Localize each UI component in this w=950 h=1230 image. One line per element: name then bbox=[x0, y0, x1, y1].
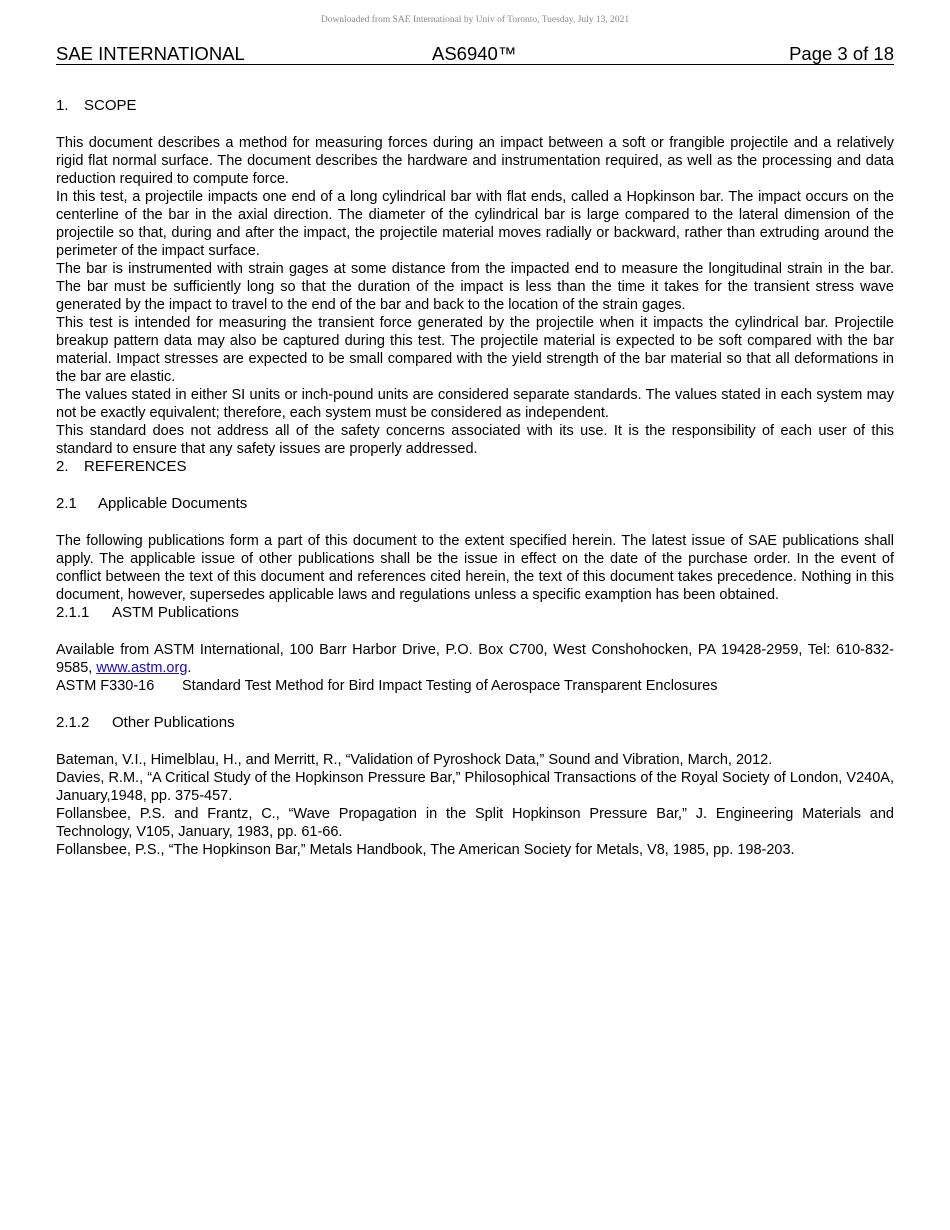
scope-paragraph: This document describes a method for measuring forces during an impact between a soft or frangible projectile and a relatively rigid flat normal surface. The document describes the hardware and instrumentation required, as well as the processing and data reduction required to compute force. bbox=[56, 135, 894, 187]
running-header bbox=[56, 43, 894, 65]
subsection-heading-applicable-documents bbox=[56, 495, 894, 513]
reference-item: Davies, R.M., “A Critical Study of the Hopkinson Pressure Bar,” Philosophical Transactions of the Royal Society of London, V240A, January,1948, pp. 375-457. bbox=[56, 770, 894, 804]
astm-website-link[interactable]: www.astm.org bbox=[96, 660, 188, 676]
subsection-number: 2.1.2 bbox=[56, 714, 90, 731]
astm-availability-text: Available from ASTM International, 100 Barr Harbor Drive, P.O. Box C700, West Conshohocken, PA 19428-2959, Tel: 610-832-9585, bbox=[56, 642, 894, 676]
subsection-title: ASTM Publications bbox=[112, 604, 239, 621]
subsection-number: 2.1.1 bbox=[56, 604, 90, 621]
section-title: REFERENCES bbox=[84, 458, 187, 475]
astm-availability-paragraph bbox=[56, 641, 894, 677]
header-document-id: AS6940™ bbox=[432, 43, 517, 64]
astm-standard-title: Standard Test Method for Bird Impact Testing of Aerospace Transparent Enclosures bbox=[182, 678, 718, 694]
scope-paragraph: This standard does not address all of the safety concerns associated with its use. It is the responsibility of each user of this standard to ensure that any safety issues are properly addressed. bbox=[56, 423, 894, 457]
scope-paragraph: In this test, a projectile impacts one end of a long cylindrical bar with flat ends, called a Hopkinson bar. The impact occurs on the centerline of the bar in the axial direction. The diameter of the cylindrical bar is large compared to the lateral dimension of the projectile so that, during and after the impact, the projectile material moves radially or backward, rather than extruding around the perimeter of the impact surface. bbox=[56, 189, 894, 259]
section-number: 2. bbox=[56, 458, 69, 475]
header-page-number: Page 3 of 18 bbox=[789, 43, 894, 64]
section-heading-references bbox=[56, 458, 894, 476]
download-watermark: Downloaded from SAE International by Univ of Toronto, Tuesday, July 13, 2021 bbox=[320, 15, 630, 25]
astm-availability-end: . bbox=[187, 660, 192, 676]
section-title: SCOPE bbox=[84, 97, 137, 114]
section-heading-scope bbox=[56, 97, 894, 115]
applicable-documents-paragraph: The following publications form a part of this document to the extent specified herein. The latest issue of SAE publications shall apply. The applicable issue of other publications shall be the issue in effect on the date of the purchase order. In the event of conflict between the text of this document and references cited herein, the text of this document takes precedence. Nothing in this document, however, supersedes applicable laws and regulations unless a specific examption has been obtained. bbox=[56, 533, 894, 603]
document-body bbox=[56, 97, 894, 859]
reference-item: Follansbee, P.S., “The Hopkinson Bar,” Metals Handbook, The American Society for Metals, V8, 1985, pp. 198-203. bbox=[56, 842, 795, 858]
subsection-title: Applicable Documents bbox=[98, 495, 248, 512]
astm-standard-entry bbox=[56, 677, 894, 695]
section-number: 1. bbox=[56, 97, 69, 114]
scope-paragraph: This test is intended for measuring the transient force generated by the projectile when it impacts the cylindrical bar. Projectile breakup pattern data may also be captured during this test. The projectile material is expected to be soft compared with the bar material. Impact stresses are expected to be small compared with the yield strength of the bar material so that all deformations in the bar are elastic. bbox=[56, 315, 894, 385]
header-organization: SAE INTERNATIONAL bbox=[56, 43, 245, 64]
subsection-heading-astm bbox=[56, 604, 894, 622]
subsection-heading-other-publications bbox=[56, 714, 894, 732]
reference-item: Follansbee, P.S. and Frantz, C., “Wave Propagation in the Split Hopkinson Pressure Bar,” J. Engineering Materials and Technology, V105, January, 1983, pp. 61-66. bbox=[56, 806, 894, 840]
scope-paragraph: The values stated in either SI units or inch-pound units are considered separate standards. The values stated in each system may not be exactly equivalent; therefore, each system must be considered as independent. bbox=[56, 387, 894, 421]
reference-item: Bateman, V.I., Himelblau, H., and Merritt, R., “Validation of Pyroshock Data,” Sound and Vibration, March, 2012. bbox=[56, 752, 773, 768]
scope-paragraph: The bar is instrumented with strain gages at some distance from the impacted end to measure the longitudinal strain in the bar. The bar must be sufficiently long so that the duration of the impact is less than the time it takes for the transient stress wave generated by the impact to travel to the end of the bar and back to the location of the strain gages. bbox=[56, 261, 894, 313]
astm-standard-code: ASTM F330-16 bbox=[56, 678, 155, 694]
subsection-title: Other Publications bbox=[112, 714, 235, 731]
subsection-number: 2.1 bbox=[56, 495, 77, 512]
